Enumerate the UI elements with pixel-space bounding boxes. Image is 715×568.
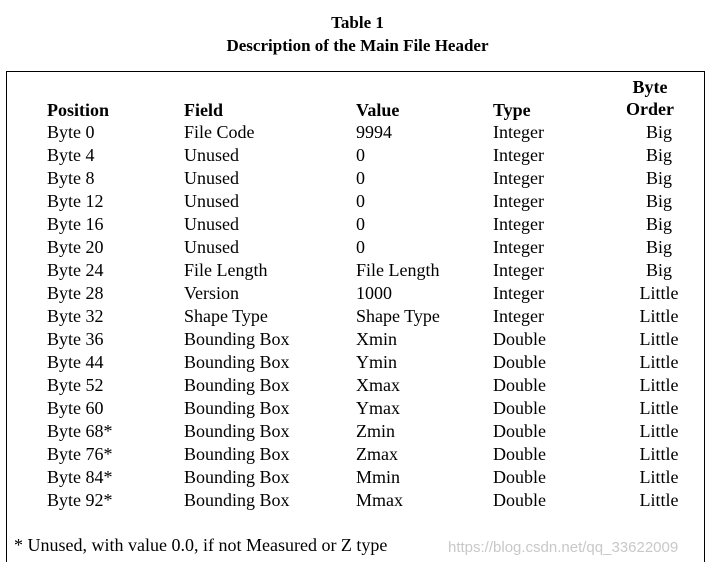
cell-type: Integer [493,145,544,165]
table-row [0,328,715,351]
table-row [0,351,715,374]
cell-type: Double [493,375,546,395]
cell-value: Xmax [356,375,400,395]
cell-position: Byte 52 [47,375,104,395]
footnote: * Unused, with value 0.0, if not Measured or Z type [14,535,388,555]
cell-type: Integer [493,168,544,188]
cell-position: Byte 36 [47,329,104,349]
cell-position: Byte 24 [47,260,104,280]
cell-field: Bounding Box [184,329,290,349]
header-byte-order [610,76,690,120]
cell-value: File Length [356,260,440,280]
cell-value: 0 [356,168,365,188]
table-row [0,167,715,190]
cell-value: Shape Type [356,306,440,326]
cell-byte-order: Big [645,168,672,188]
cell-position: Byte 4 [47,145,95,165]
header-position: Position [47,100,110,120]
cell-position: Byte 28 [47,283,104,303]
cell-field: Bounding Box [184,490,290,510]
cell-field: File Length [184,260,268,280]
table-row [0,374,715,397]
cell-field: Bounding Box [184,352,290,372]
cell-type: Double [493,352,546,372]
cell-field: Unused [184,191,239,211]
cell-value: Ymin [356,352,398,372]
cell-byte-order: Little [639,283,679,303]
cell-position: Byte 76* [47,444,113,464]
cell-position: Byte 8 [47,168,95,188]
cell-type: Integer [493,260,544,280]
cell-type: Double [493,490,546,510]
header-field: Field [184,100,223,120]
cell-field: Bounding Box [184,421,290,441]
cell-byte-order: Little [639,352,679,372]
cell-byte-order: Big [645,145,672,165]
cell-byte-order: Little [639,490,679,510]
header-value: Value [356,100,400,120]
table-row [0,443,715,466]
cell-byte-order: Little [639,421,679,441]
header-byte-order-line2: Order [626,99,674,119]
table-row [0,213,715,236]
cell-type: Double [493,444,546,464]
cell-type: Integer [493,122,544,142]
cell-field: Unused [184,237,239,257]
cell-type: Integer [493,191,544,211]
cell-value: Mmin [356,467,401,487]
cell-byte-order: Big [645,122,672,142]
cell-byte-order: Little [639,444,679,464]
cell-field: Unused [184,214,239,234]
cell-byte-order: Big [645,191,672,211]
cell-field: Bounding Box [184,467,290,487]
table-row [0,282,715,305]
table-row [0,305,715,328]
cell-value: Zmax [356,444,398,464]
cell-type: Integer [493,237,544,257]
cell-type: Double [493,398,546,418]
table-row [0,236,715,259]
table-subtitle: Description of the Main File Header [226,36,489,55]
cell-byte-order: Little [639,375,679,395]
cell-position: Byte 32 [47,306,104,326]
cell-position: Byte 92* [47,490,113,510]
cell-byte-order: Big [645,237,672,257]
cell-value: Zmin [356,421,395,441]
cell-type: Integer [493,283,544,303]
table-row [0,466,715,489]
cell-value: 1000 [356,283,392,303]
table-row [0,259,715,282]
cell-value: 0 [356,191,365,211]
table-row [0,144,715,167]
cell-type: Double [493,467,546,487]
cell-type: Integer [493,306,544,326]
cell-byte-order: Big [645,214,672,234]
watermark: https://blog.csdn.net/qq_33622009 [448,539,679,556]
cell-type: Integer [493,214,544,234]
cell-field: Bounding Box [184,444,290,464]
header-type: Type [493,100,531,120]
cell-value: Ymax [356,398,400,418]
cell-value: Xmin [356,329,398,349]
cell-value: 0 [356,145,365,165]
cell-field: Bounding Box [184,398,290,418]
cell-field: Version [184,283,239,303]
cell-value: 0 [356,237,365,257]
table-title: Table 1 [331,13,384,32]
cell-position: Byte 44 [47,352,104,372]
cell-type: Double [493,329,546,349]
cell-field: Shape Type [184,306,268,326]
cell-byte-order: Little [639,306,679,326]
cell-position: Byte 84* [47,467,113,487]
cell-byte-order: Little [639,398,679,418]
table-row [0,489,715,512]
header-byte-order-line1: Byte [632,77,668,97]
table-row [0,420,715,443]
cell-position: Byte 0 [47,122,95,142]
cell-position: Byte 60 [47,398,104,418]
cell-byte-order: Little [639,329,679,349]
table-row [0,397,715,420]
cell-value: 0 [356,214,365,234]
cell-field: Unused [184,168,239,188]
cell-field: File Code [184,122,255,142]
cell-type: Double [493,421,546,441]
table-row [0,121,715,144]
cell-position: Byte 12 [47,191,104,211]
cell-field: Unused [184,145,239,165]
cell-byte-order: Little [639,467,679,487]
cell-position: Byte 16 [47,214,104,234]
cell-position: Byte 20 [47,237,104,257]
cell-value: 9994 [356,122,392,142]
cell-value: Mmax [356,490,403,510]
table-row [0,190,715,213]
cell-byte-order: Big [645,260,672,280]
cell-position: Byte 68* [47,421,113,441]
cell-field: Bounding Box [184,375,290,395]
